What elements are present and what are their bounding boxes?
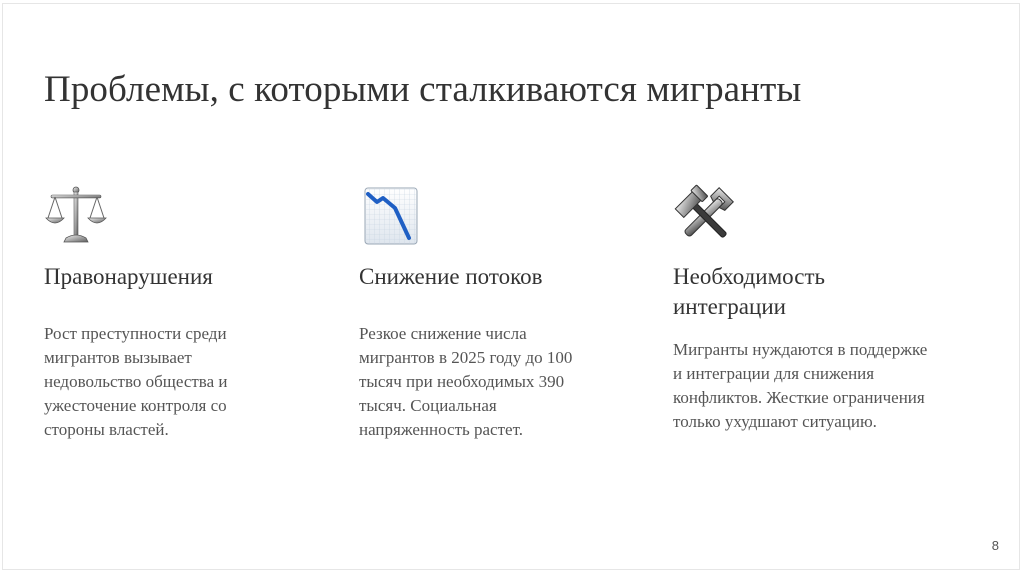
page-title: Проблемы, с которыми сталкиваются мигранты — [44, 69, 802, 110]
column-heading: Правонарушения — [44, 264, 213, 289]
scales-icon — [44, 184, 108, 248]
column-text: Резкое снижение числа мигрантов в 2025 году до 100 тысяч при необходимых 390 тысяч. Социальная напряженность растет. — [359, 324, 573, 439]
slide — [2, 3, 1020, 570]
chart-decreasing-icon — [359, 184, 423, 248]
column-offenses — [44, 184, 344, 442]
column-heading: Снижение потоков — [359, 264, 543, 289]
column-integration — [673, 184, 973, 434]
hammer-and-wrench-icon — [673, 184, 737, 248]
column-heading: Необходимость интеграции — [673, 264, 825, 319]
column-text: Рост преступности среди мигрантов вызывает недовольство общества и ужесточение контроля со стороны властей. — [44, 324, 228, 439]
column-flow-decline — [359, 184, 659, 442]
page-number: 8 — [991, 538, 999, 553]
column-text: Мигранты нуждаются в поддержке и интеграции для снижения конфликтов. Жесткие ограничения только ухудшают ситуацию. — [673, 340, 928, 431]
